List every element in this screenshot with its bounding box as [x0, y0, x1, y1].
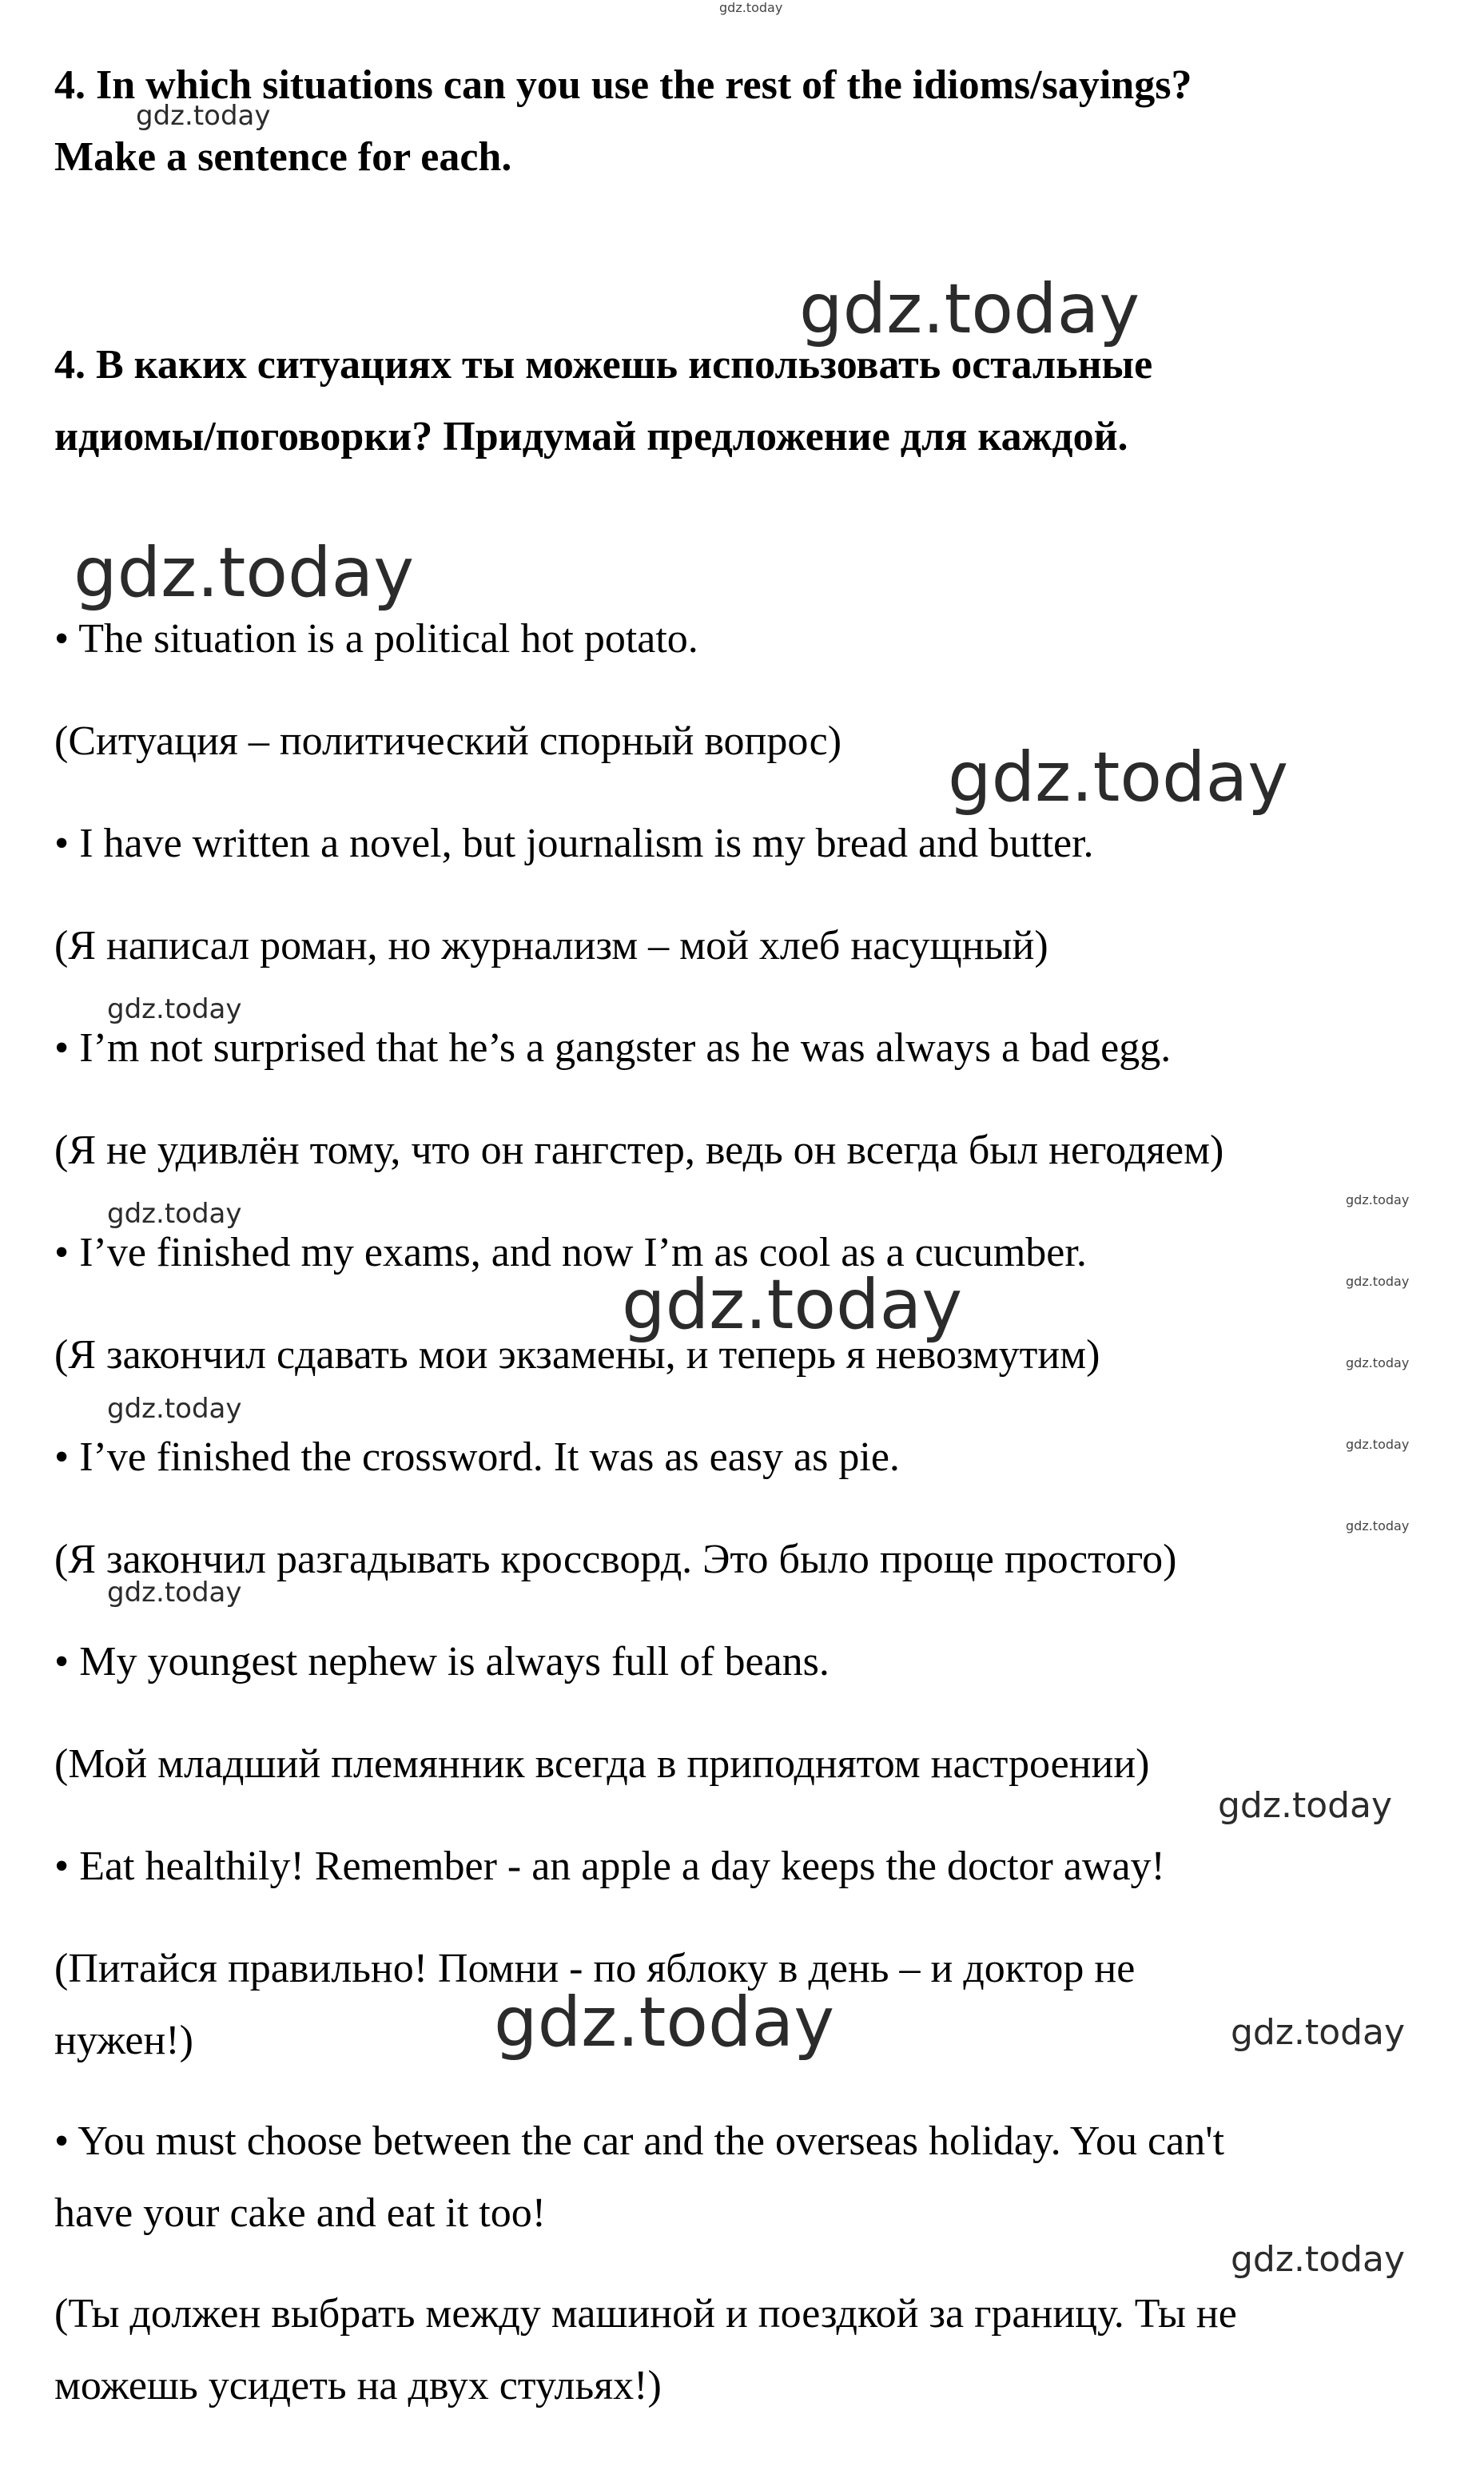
watermark: gdz.today	[494, 1983, 835, 2062]
idiom-translation-1: (Ситуация – политический спорный вопрос)	[54, 718, 842, 764]
watermark: gdz.today	[1218, 1785, 1393, 1826]
task-title-en-line-2: Make a sentence for each.	[54, 134, 512, 180]
watermark: gdz.today	[1346, 1274, 1410, 1289]
watermark: gdz.today	[107, 1198, 242, 1230]
idiom-example-1: • The situation is a political hot potato.	[54, 616, 698, 662]
watermark: gdz.today	[1346, 1437, 1410, 1452]
watermark: gdz.today	[1346, 1518, 1410, 1533]
watermark: gdz.today	[1231, 2012, 1406, 2053]
task-title-en-line-1: 4. In which situations can you use the rest of the idioms/sayings?	[54, 62, 1192, 108]
idiom-translation-8-line-1: (Ты должен выбрать между машиной и поездкой за границу. Ты не	[54, 2291, 1237, 2337]
watermark: gdz.today	[622, 1265, 963, 1345]
task-title-ru-line-2: идиомы/поговорки? Придумай предложение для каждой.	[54, 414, 1128, 459]
idiom-example-5: • I’ve finished the crossword. It was as easy as pie.	[54, 1434, 900, 1480]
watermark: gdz.today	[1346, 1355, 1410, 1370]
idiom-translation-7-line-2: нужен!)	[54, 2018, 193, 2063]
watermark: gdz.today	[107, 1393, 242, 1425]
idiom-example-7: • Eat healthily! Remember - an apple a day keeps the doctor away!	[54, 1844, 1165, 1889]
idiom-example-8-line-2: have your cake and eat it too!	[54, 2190, 547, 2236]
watermark: gdz.today	[107, 993, 242, 1025]
watermark: gdz.today	[74, 533, 415, 613]
idiom-translation-8-line-2: можешь усидеть на двух стульях!)	[54, 2363, 662, 2408]
task-title-ru-line-1: 4. В каких ситуациях ты можешь использовать остальные	[54, 342, 1153, 388]
idiom-example-4: • I’ve finished my exams, and now I’m as cool as a cucumber.	[54, 1230, 1087, 1275]
idiom-example-8-line-1: • You must choose between the car and the overseas holiday. You can't	[54, 2118, 1225, 2164]
watermark: gdz.today	[1231, 2239, 1406, 2280]
idiom-example-2: • I have written a novel, but journalism is my bread and butter.	[54, 821, 1094, 866]
idiom-example-6: • My youngest nephew is always full of beans.	[54, 1639, 830, 1684]
idiom-translation-2: (Я написал роман, но журнализм – мой хлеб насущный)	[54, 923, 1048, 969]
watermark: gdz.today	[107, 1577, 242, 1609]
idiom-translation-3: (Я не удивлён тому, что он гангстер, ведь он всегда был негодяем)	[54, 1128, 1224, 1173]
watermark: gdz.today	[136, 100, 271, 132]
idiom-translation-5: (Я закончил разгадывать кроссворд. Это было проще простого)	[54, 1537, 1177, 1582]
watermark: gdz.today	[719, 0, 783, 15]
watermark: gdz.today	[1346, 1192, 1410, 1207]
idiom-translation-4: (Я закончил сдавать мои экзамены, и теперь я невозмутим)	[54, 1332, 1100, 1378]
idiom-translation-6: (Мой младший племянник всегда в приподнятом настроении)	[54, 1741, 1150, 1787]
idiom-example-3: • I’m not surprised that he’s a gangster as he was always a bad egg.	[54, 1025, 1172, 1071]
watermark: gdz.today	[948, 738, 1289, 817]
watermark: gdz.today	[799, 269, 1140, 349]
idiom-translation-7-line-1: (Питайся правильно! Помни - по яблоку в день – и доктор не	[54, 1946, 1136, 1991]
